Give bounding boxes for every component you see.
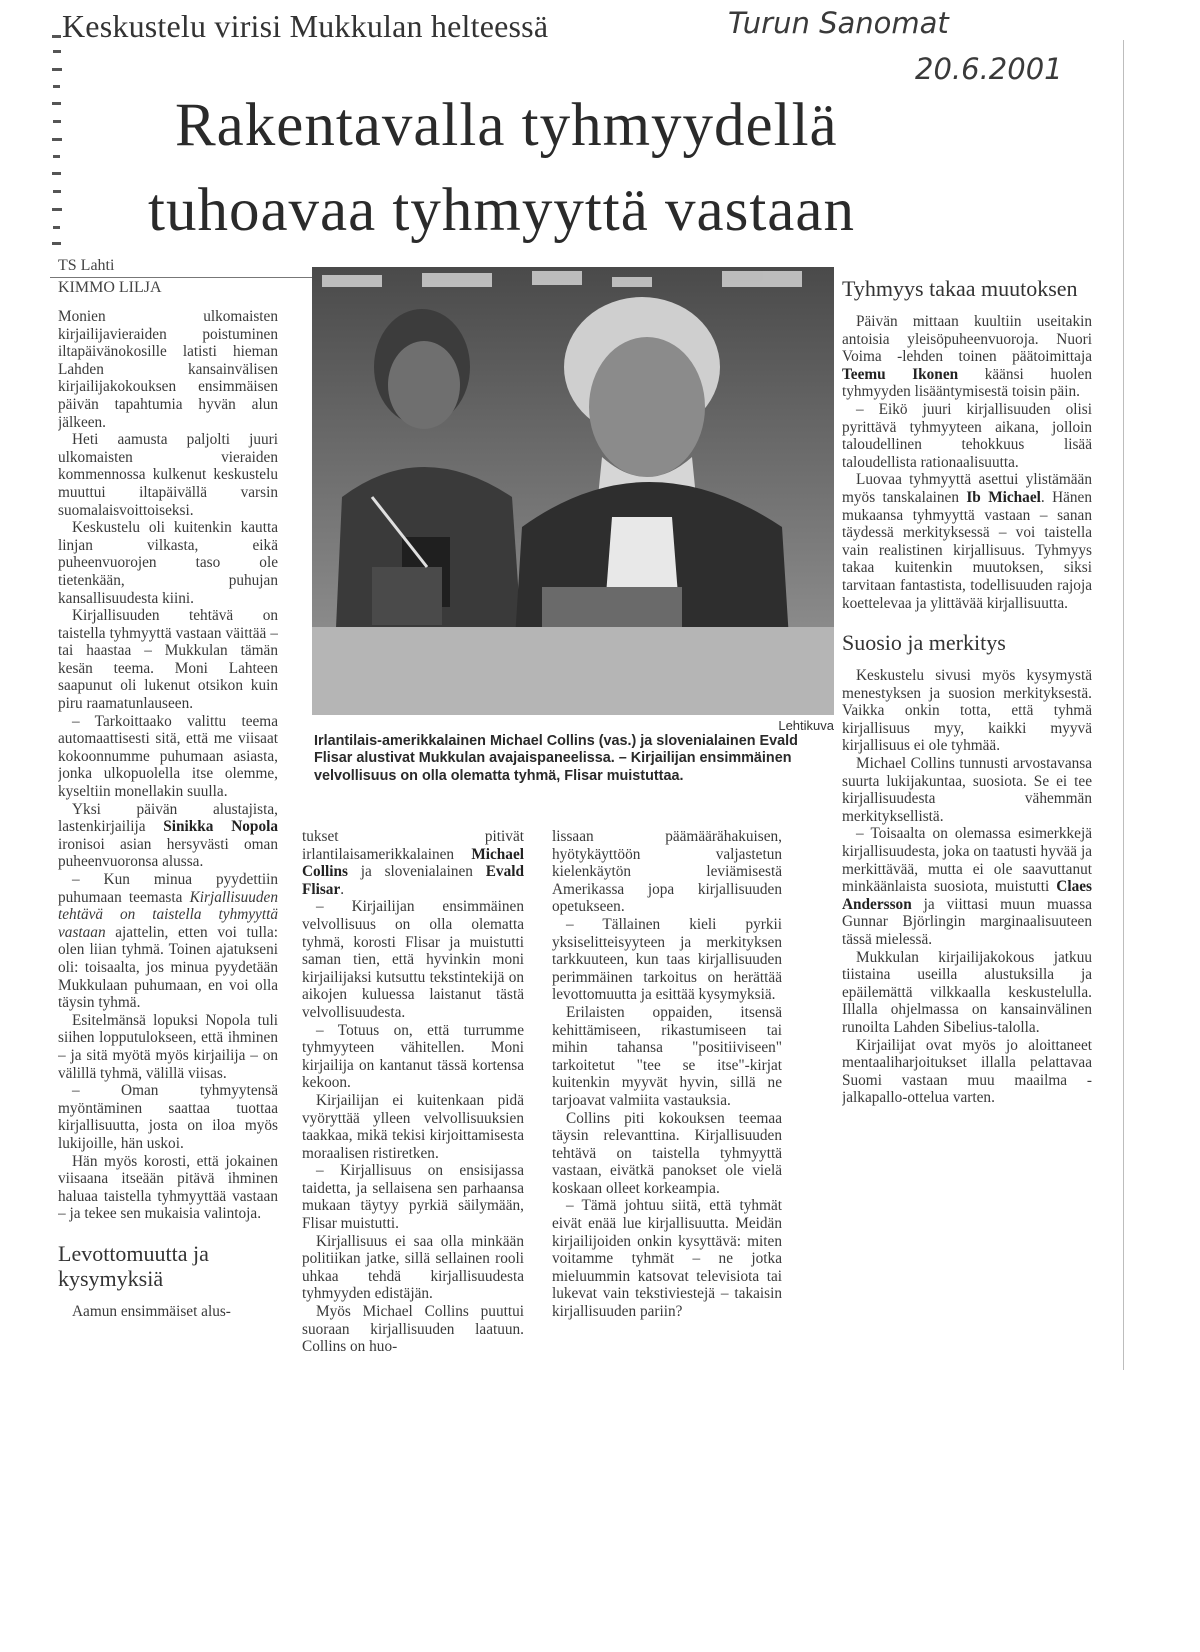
byline-rule [50, 277, 318, 278]
byline-place: TS Lahti [58, 257, 115, 274]
column-2 [302, 828, 524, 1428]
col3-p2: – Tällainen kieli pyrkii yksiselitteisyyteen ja merkityksen tarkkuuteen, kun taas kirjallisuuden perimmäinen tarkoitus on herättää levottomuutta ja esittää kysymyksiä. [552, 915, 782, 1004]
col1-p7: – Kun minua pyydettiin puhumaan teemasta Kirjallisuuden tehtävä on taistella tyhmyyttä vastaan ajattelin, etten voi tulla: olen liian tyhmä. Toinen ajatukseni oli: toisaalta, jos minua pyydetään Mukkulaan puhumaan, en voi olla täysin tyhmä. [58, 871, 278, 1012]
col1-p11: Aamun ensimmäiset alus- [72, 1302, 231, 1320]
right-edge-line [1123, 40, 1124, 1370]
col2-p5: – Kirjallisuus on ensisijassa taidetta, ja sellaisena sen parhaansa mukaan täytyy pyrkiä säilymään, Flisar muistutti. [302, 1162, 524, 1233]
col4-p7: Mukkulan kirjailijakokous jatkuu tiistaina useilla alustuksilla ja epäilemättä vilkkaalla keskustelulla. Illalla ohjelmassa on kansainvälinen runoilta Lahden Sibelius-talolla. [842, 948, 1092, 1036]
name-flisar: Evald Flisar [302, 863, 524, 898]
col1-p1: Monien ulkomaisten kirjailijavieraiden poistuminen iltapäivänokosille latisti hieman Lahden kansainvälisen kirjailijakokouksen ensimmäisen päivän tapahtumia hyvän alun jälkeen. [58, 308, 278, 431]
kicker: Keskustelu virisi Mukkulan helteessä [62, 8, 549, 44]
photo-credit: Lehtikuva [778, 718, 834, 733]
col1-p6: Yksi päivän alustajista, lastenkirjailija Sinikka Nopola ironisoi asian hersyvästi oman puheenvuoronsa alussa. [58, 800, 278, 871]
name-ikonen: Teemu Ikonen [842, 365, 959, 383]
photo-caption: Irlantilais-amerikkalainen Michael Collins (vas.) ja slovenialainen Evald Flisar alustivat Mukkulan avajaispaneelissa. – Kirjailijan ensimmäinen velvollisuus on olla olematta tyhmä, Flisar muistuttaa. [314, 733, 798, 784]
col1-p10: Hän myös korosti, että jokainen viisaana itseään pitävä ihminen haluaa taistella tyhmyyttää vastaan – ja tekee sen mukaisia valintoja. [58, 1152, 278, 1223]
name-collins: Michael Collins [302, 845, 524, 881]
col1-p4: Kirjallisuuden tehtävä on taistella tyhmyyttä vastaan väittää – tai haastaa – Mukkulan tämän kesän teema. Moni Lahteen saapunut oli lukenut otsikon kuin piru raamatunlauseen. [58, 607, 278, 713]
col2-p4: Kirjailijan ei kuitenkaan pidä vyöryttää ylleen velvollisuuksien taakkaa, mikä tekisi kirjoittamisesta moraalisen ristiretken. [302, 1091, 524, 1162]
headline-line-1: Rakentavalla tyhmyydellä [175, 92, 838, 159]
col4-p2: – Eikö juuri kirjallisuuden olisi pyrittävä tyhmyyteen aikana, jolloin taloudellinen tehokkuus lisää taloudellista rationaalisuutta. [842, 400, 1092, 471]
col3-p3: Erilaisten oppaiden, itsensä kehittämiseen, rikastumiseen tai mihin tahansa "positiiviseen" tarkoitetut "tee se itse"-kirjat kuitenkin myyvät hyvin, sillä ne tarjoavat valmiita vastauksia. [552, 1003, 782, 1109]
col1-p9: – Oman tyhmyytensä myöntäminen saattaa tuottaa kirjallisuutta, josta on iloa myös lukijoille, hän uskoi. [58, 1082, 278, 1152]
name-ib-michael: Ib Michael [966, 488, 1041, 506]
col4-p1: Päivän mittaan kuultiin useitakin antoisia yleisöpuheenvuoroja. Nuori Voima -lehden toinen päätoimittaja Teemu Ikonen käänsi huolen tyhmyyden lisääntymisestä toisin päin. [842, 313, 1092, 401]
col3-p4: Collins piti kokouksen teemaa täysin relevanttina. Kirjallisuuden tehtävä on taistella tyhmyyttä vastaan, eivätkä panokset ole vielä koskaan olleet korkeampia. [552, 1109, 782, 1197]
col1-p2: Heti aamusta paljolti juuri ulkomaisten vieraiden kommennossa kulkenut keskustelu muuttui iltapäivällä varsin suomalaisvoittoiseksi. [58, 431, 278, 519]
col2-p2: – Kirjailijan ensimmäinen velvollisuus on olla olematta tyhmä, korosti Flisar ja muistutti saman tien, että hyvinkin moni kirjailijaksi kutsuttu tekstintekijä on aikojen kuluessa laistanut tästä velvollisuudesta. [302, 898, 524, 1021]
col3-p5: – Tämä johtuu siitä, että tyhmät eivät enää lue kirjallisuutta. Meidän kirjailijoiden onkin kysyttävä: miten voitamme tyhmät – ne jotka mieluummin katsovat televisiota tai lukevat vain tekstiviestejä – takaisin kirjallisuuden pariin? [552, 1197, 782, 1321]
handwritten-date: 20.6.2001 [915, 52, 1063, 86]
col1-p8: Esitelmänsä lopuksi Nopola tuli siihen lopputulokseen, että ihminen – ja sitä myötä myös kirjailija – on välillä tyhmä, välillä viisas. [58, 1011, 278, 1082]
subhead-suosio: Suosio ja merkitys [842, 630, 1006, 656]
subhead-tyhmyys: Tyhmyys takaa muutoksen [842, 276, 1078, 301]
col4-p6: – Toisaalta on olemassa esimerkkejä kirjallisuudesta, joka on taatusti hyvää ja merkittävää, mutta ei ole saavuttanut minkäänlaista suosiota, muistutti Claes Andersson ja viittasi muun muassa Gunnar Björlingin marginaalisuuteen tässä mielessä. [842, 825, 1092, 948]
col4-p5: Michael Collins tunnusti arvostavansa suurta lukijakuntaa, suosiota. Se ei tee kirjallisuudesta vähemmän merkityksellistä. [842, 755, 1092, 825]
col2-p3: – Totuus on, että turrumme tyhmyyteen vähitellen. Moni kirjailija on kantanut tässä kortensa kekoon. [302, 1021, 524, 1092]
subhead-levottomuutta: Levottomuutta ja kysymyksiä [58, 1240, 209, 1291]
col4-p3: Luovaa tyhmyyttä asettui ylistämään myös tanskalainen Ib Michael. Hänen mukaansa tyhmyyttä vastaan – sanan täydessä merkityksessä – voi taistella vain realistinen kirjallisuus. Tyhmyys takaa kuitenkin muutoksen, siksi tarvitaan fantastista, todellisuuden rajoja koettelevaa ja ylittävää kirjallisuutta. [842, 471, 1092, 612]
col4-p4: Keskustelu sivusi myös kysymystä menestyksen ja suosion merkityksestä. Vaikka onkin totta, että tyhmä kirjallisuus myy, kaikki myyvä kirjallisuus ei ole tyhmää. [842, 667, 1092, 755]
col4-p8: Kirjailijat ovat myös jo aloittaneet mentaaliharjoitukset illalla pelattavaa Suomi vastaan muu maailma -jalkapallo-ottelua varten. [842, 1036, 1092, 1107]
col1-p5: – Tarkoittaako valittu teema automaattisesti sitä, että me viisaat kokoonnumme puhumaan asiasta, jonka ulkopuolella itse olemme, kyseltiin monellakin suulla. [58, 712, 278, 801]
column-1 [58, 308, 278, 1428]
col3-p1: lissaan päämäärähakuisen, hyötykäyttöön valjastetun kielenkäytön leviämisestä Amerikassa jopa kirjallisuuden opetukseen. [552, 828, 782, 916]
headline-line-2: tuhoavaa tyhmyyttä vastaan [148, 177, 855, 244]
name-andersson: Claes Andersson [842, 878, 1092, 913]
handwritten-source: Turun Sanomat [728, 6, 949, 40]
column-3 [552, 828, 782, 1428]
column-4 [842, 276, 1092, 1441]
col2-p1: tukset pitivät irlantilaisamerikkalainen Michael Collins ja slovenialainen Evald Flisar. [302, 828, 524, 898]
news-photo [312, 267, 834, 715]
col1-p3: Keskustelu oli kuitenkin kautta linjan vilkasta, eikä puheenvuorojen taso ole tietenkään, puhujan kansallisuudesta kiini. [58, 519, 278, 607]
col2-p7: Myös Michael Collins puuttui suoraan kirjallisuuden laatuun. Collins on huo- [302, 1303, 524, 1356]
name-nopola: Sinikka Nopola [163, 818, 278, 836]
margin-scan-marks [50, 30, 64, 260]
byline-author: KIMMO LILJA [58, 279, 162, 296]
col2-p6: Kirjallisuus ei saa olla minkään politiikan jatke, sillä sellainen rooli uhkaa tehdä kirjallisuudesta tyhmyyden edistäjän. [302, 1232, 524, 1303]
